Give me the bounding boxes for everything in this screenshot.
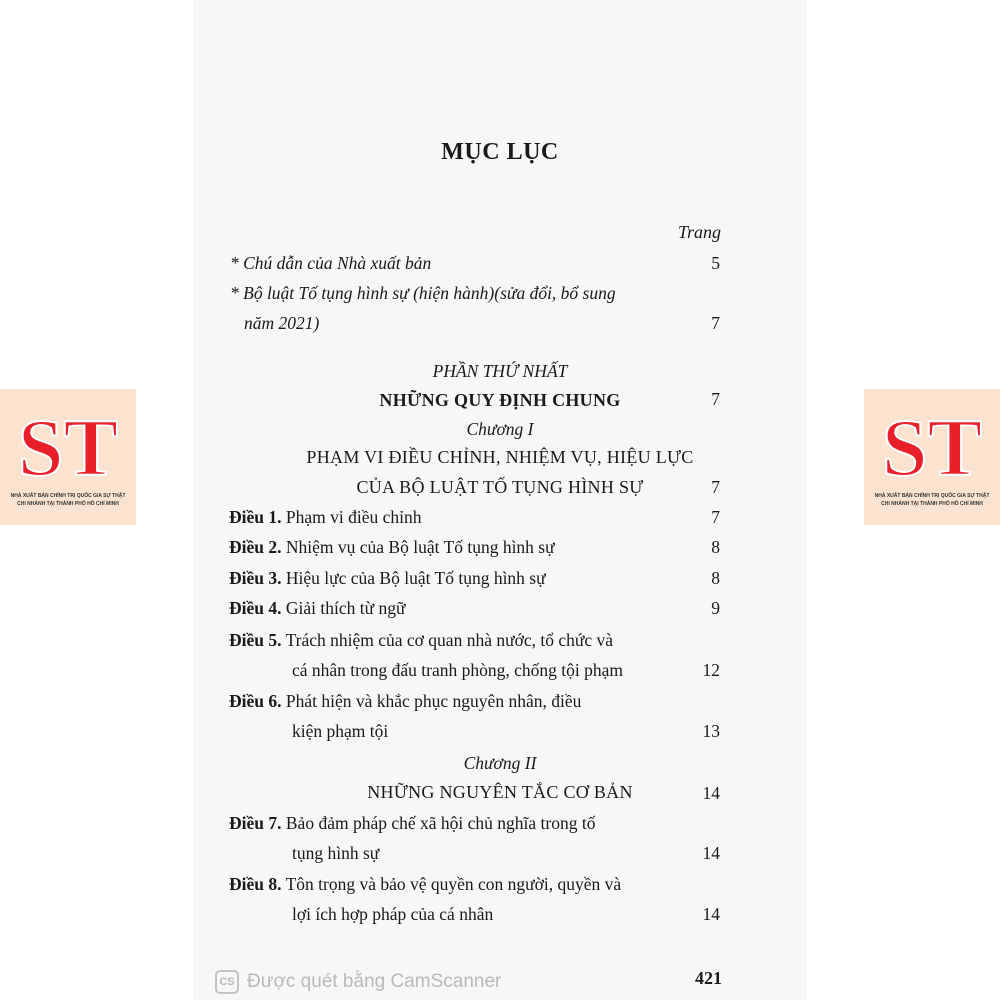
- toc-page-intro-1: 5: [711, 253, 720, 273]
- logo-branch-name: CHI NHÁNH TẠI THÀNH PHỐ HỒ CHÍ MINH: [17, 501, 119, 507]
- logo-branch-name: CHI NHÁNH TẠI THÀNH PHỐ HỒ CHÍ MINH: [881, 501, 983, 507]
- toc-entry-intro-1: * Chú dẫn của Nhà xuất bản: [230, 253, 432, 273]
- toc-entry-intro-2: * Bộ luật Tố tụng hình sự (hiện hành)(sửa đổi, bổ sung: [230, 283, 616, 303]
- toc-entry-intro-2-cont: năm 2021): [244, 313, 320, 333]
- article-text: Trách nhiệm của cơ quan nhà nước, tổ chức và: [285, 630, 613, 650]
- toc-page-chapter-2: 14: [702, 783, 720, 803]
- chapter-1-title-line1: PHẠM VI ĐIỀU CHỈNH, NHIỆM VỤ, HIỆU LỰC: [306, 447, 694, 467]
- toc-page-article-5: 12: [702, 660, 720, 680]
- chapter-2-label: Chương II: [463, 753, 537, 773]
- toc-page-article-1: 7: [711, 507, 720, 527]
- toc-article-7-cont: tụng hình sự: [292, 843, 380, 863]
- article-text: Phạm vi điều chỉnh: [285, 507, 422, 527]
- publisher-logo-left: [0, 389, 136, 525]
- camscanner-text: Được quét bằng CamScanner: [247, 971, 502, 992]
- page-column-label: Trang: [677, 222, 721, 242]
- toc-page-article-3: 8: [711, 568, 720, 588]
- logo-publisher-name: NHÀ XUẤT BẢN CHÍNH TRỊ QUỐC GIA SỰ THẬT: [10, 493, 126, 499]
- page-title: MỤC LỤC: [441, 139, 559, 165]
- toc-page-article-8: 14: [702, 904, 720, 924]
- article-label: Điều 8.: [229, 874, 282, 894]
- toc-article-8: [229, 876, 621, 894]
- article-label: Điều 7.: [229, 813, 282, 833]
- toc-article-8-cont: lợi ích hợp pháp của cá nhân: [292, 904, 494, 924]
- article-text: Hiệu lực của Bộ luật Tố tụng hình sự: [285, 568, 546, 588]
- article-text: Bảo đảm pháp chế xã hội chủ nghĩa trong tố: [285, 813, 596, 833]
- logo-mark: ST: [881, 402, 983, 493]
- toc-article-6-cont: kiện phạm tội: [292, 721, 389, 741]
- article-label: Điều 3.: [229, 568, 282, 588]
- camscanner-watermark: [215, 970, 501, 994]
- article-label: Điều 6.: [229, 691, 282, 711]
- toc-article-6: [229, 693, 581, 711]
- part-title: NHỮNG QUY ĐỊNH CHUNG: [379, 390, 621, 410]
- page-number: 421: [695, 968, 722, 988]
- logo-publisher-name: NHÀ XUẤT BẢN CHÍNH TRỊ QUỐC GIA SỰ THẬT: [874, 493, 990, 499]
- camscanner-icon: CS: [215, 970, 239, 994]
- toc-article-5-cont: cá nhân trong đấu tranh phòng, chống tội phạm: [292, 660, 623, 680]
- logo-mark: ST: [17, 402, 119, 493]
- chapter-1-label: Chương I: [466, 419, 534, 439]
- article-label: Điều 1.: [229, 507, 282, 527]
- toc-page-article-2: 8: [711, 537, 720, 557]
- chapter-1-title-line2: CỦA BỘ LUẬT TỐ TỤNG HÌNH SỰ: [356, 477, 644, 497]
- part-label: PHẦN THỨ NHẤT: [432, 361, 568, 381]
- article-text: Tôn trọng và bảo vệ quyền con người, quyền và: [285, 874, 622, 894]
- st-logo-icon: [17, 399, 119, 493]
- toc-page-article-4: 9: [711, 598, 720, 618]
- article-text: Phát hiện và khắc phục nguyên nhân, điều: [285, 691, 582, 711]
- st-logo-icon: [881, 399, 983, 493]
- toc-article-3: [229, 570, 546, 588]
- toc-article-4: [229, 600, 405, 618]
- chapter-2-title: NHỮNG NGUYÊN TẮC CƠ BẢN: [367, 782, 633, 802]
- article-text: Giải thích từ ngữ: [285, 598, 406, 618]
- toc-page-chapter-1: 7: [711, 477, 720, 497]
- toc-page-intro-2: 7: [711, 313, 720, 333]
- toc-page-article-7: 14: [702, 843, 720, 863]
- toc-page-article-6: 13: [702, 721, 720, 741]
- article-label: Điều 5.: [229, 630, 282, 650]
- article-label: Điều 2.: [229, 537, 282, 557]
- toc-page-part-1: 7: [711, 389, 720, 409]
- toc-article-2: [229, 539, 555, 557]
- toc-article-7: [229, 815, 595, 833]
- article-label: Điều 4.: [229, 598, 282, 618]
- toc-article-1: [229, 509, 421, 527]
- toc-article-5: [229, 632, 613, 650]
- publisher-logo-right: [864, 389, 1000, 525]
- article-text: Nhiệm vụ của Bộ luật Tố tụng hình sự: [285, 537, 555, 557]
